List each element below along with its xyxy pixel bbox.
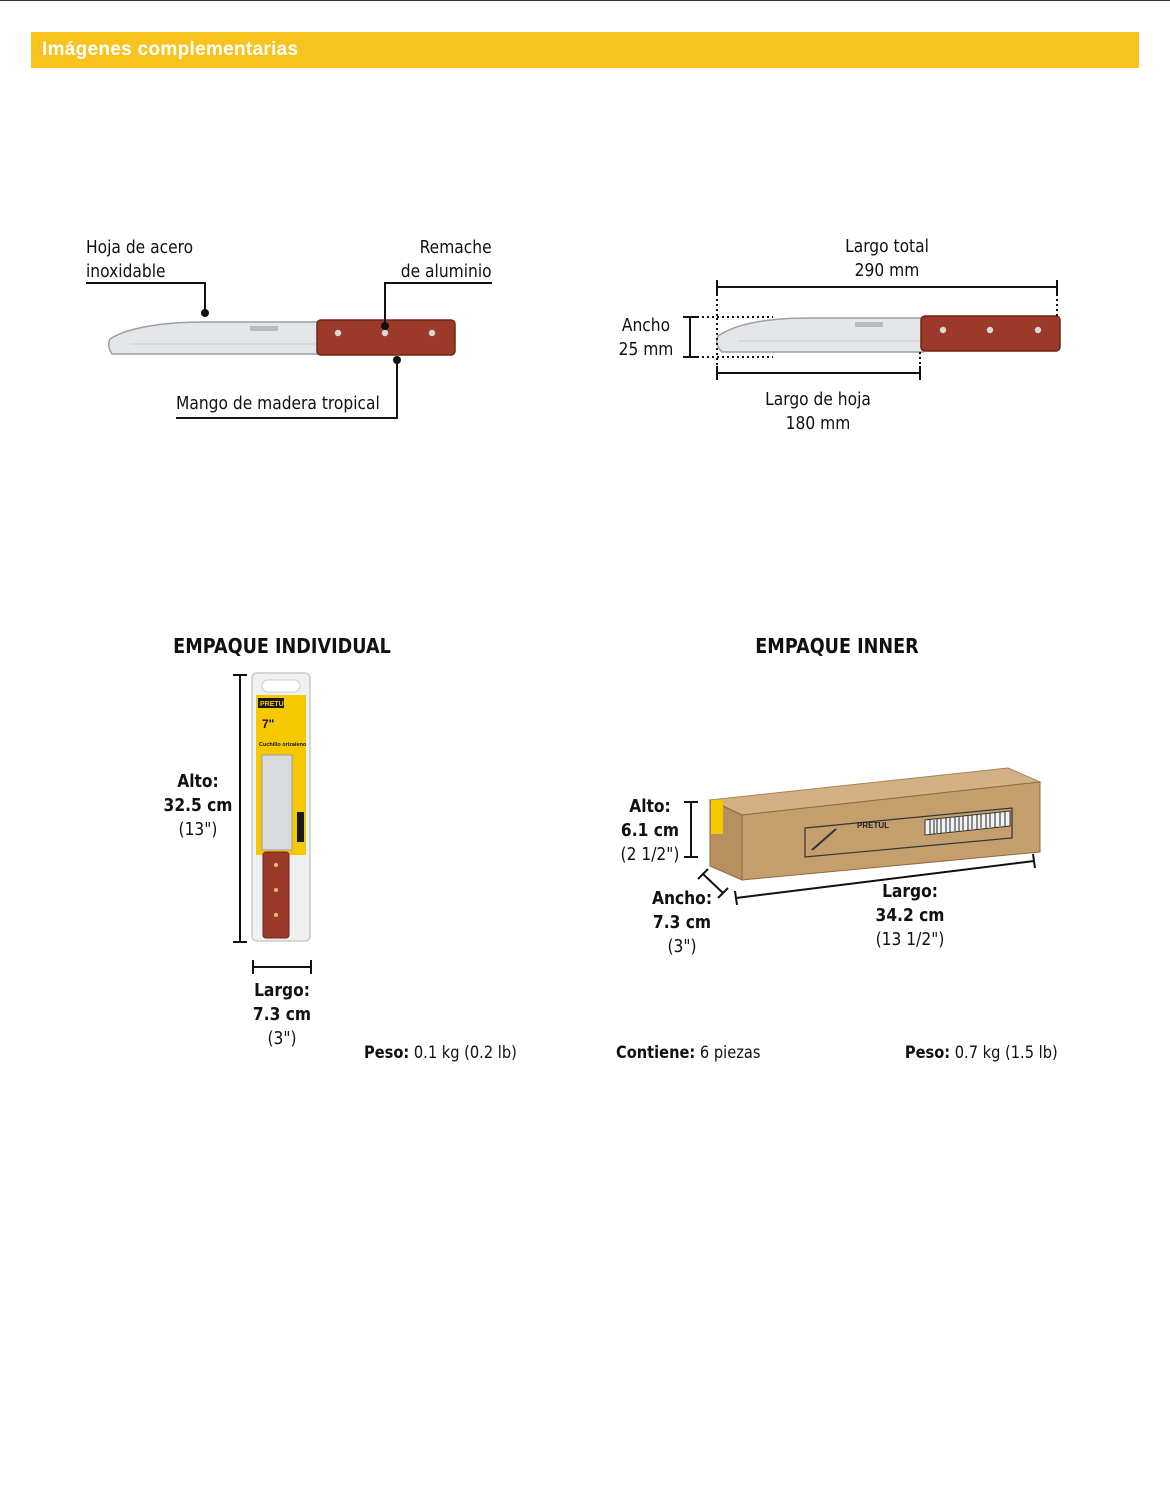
cardboard-box xyxy=(710,768,1040,880)
individual-weight: Peso: 0.1 kg (0.2 lb) xyxy=(364,1043,517,1063)
blade-length-label: Largo de hoja 180 mm xyxy=(765,389,871,434)
inner-height-label: Alto: 6.1 cm (2 1/2") xyxy=(620,796,680,865)
individual-pack-heading: EMPAQUE INDIVIDUAL xyxy=(173,634,391,658)
inner-pack-heading: EMPAQUE INNER xyxy=(755,634,919,658)
blade-label: Hoja de acero inoxidable xyxy=(86,237,194,282)
rivet-label: Remache de aluminio xyxy=(401,237,492,282)
inner-weight: Peso: 0.7 kg (1.5 lb) xyxy=(905,1043,1058,1063)
svg-text:PRETUL: PRETUL xyxy=(260,701,288,708)
section-header: Imágenes complementarias xyxy=(31,32,1139,68)
individual-height-label: Alto: 32.5 cm (13") xyxy=(163,771,233,840)
svg-text:PRETUL: PRETUL xyxy=(857,821,889,830)
handle-label: Mango de madera tropical xyxy=(176,393,380,414)
width-label: Ancho 25 mm xyxy=(618,315,674,360)
total-length-label: Largo total 290 mm xyxy=(845,236,929,281)
svg-text:7": 7" xyxy=(262,717,275,731)
inner-width-label: Ancho: 7.3 cm (3") xyxy=(651,888,713,957)
inner-length-label: Largo: 34.2 cm (13 1/2") xyxy=(875,881,945,950)
inner-contains: Contiene: 6 piezas xyxy=(616,1043,761,1063)
individual-length-label: Largo: 7.3 cm (3") xyxy=(252,980,312,1049)
svg-text:Cuchillo orizaleno: Cuchillo orizaleno xyxy=(259,742,307,748)
